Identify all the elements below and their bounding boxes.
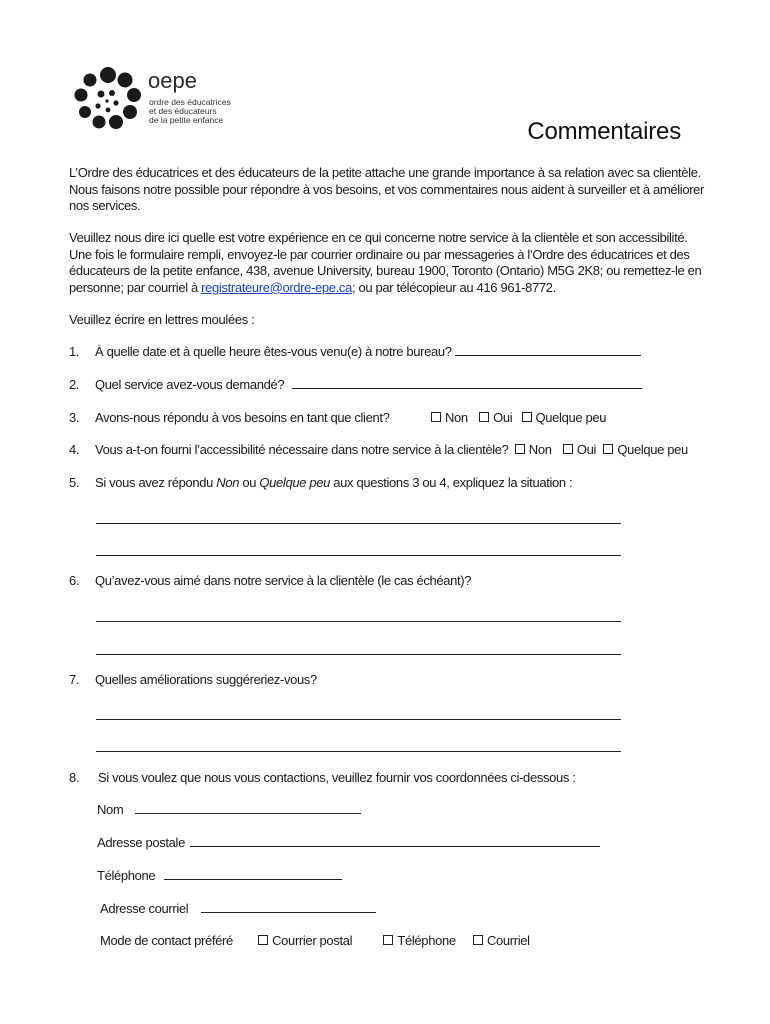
- q3-options: [431, 410, 606, 426]
- mode-postal-checkbox[interactable]: [258, 935, 268, 945]
- instructions-fax: ; ou par télécopieur au 416 961-8772.: [351, 279, 556, 295]
- q5-answer-line-1[interactable]: [96, 523, 621, 524]
- question-number: 1.: [69, 344, 80, 359]
- q7-answer-line-2[interactable]: [96, 751, 621, 752]
- mode-label: Téléphone: [397, 933, 456, 948]
- option-label: Oui: [493, 410, 513, 425]
- q3-non-checkbox[interactable]: [431, 412, 441, 422]
- q5-answer-line-2[interactable]: [96, 555, 621, 556]
- q3-quelque-peu-checkbox[interactable]: [522, 412, 532, 422]
- q5-text-mid: ou: [239, 475, 260, 490]
- contact-mode-label: Mode de contact préféré: [100, 933, 233, 948]
- question-label: Vous a-t-on fourni l’accessibilité nécessaire dans notre service à la clientèle?: [95, 442, 509, 457]
- option-label: Non: [528, 442, 552, 457]
- mode-phone-checkbox[interactable]: [383, 935, 393, 945]
- q6-answer-line-2[interactable]: [96, 654, 621, 655]
- question-number: 7.: [69, 672, 80, 687]
- mode-label: Courrier postal: [272, 933, 353, 948]
- option-label: Oui: [576, 442, 597, 457]
- service-field[interactable]: [292, 377, 642, 389]
- q3-oui-checkbox[interactable]: [479, 412, 489, 422]
- logo-wordmark: oepe: [148, 68, 197, 93]
- question-text: [95, 344, 641, 360]
- logo-line-2: et des éducateurs: [149, 106, 217, 116]
- email-link[interactable]: registrateure@ordre-epe.ca: [201, 279, 352, 295]
- page-title: Commentaires: [527, 118, 681, 145]
- contact-mode-row: [100, 933, 530, 949]
- q5-quelque-peu-emphasis: Quelque peu: [259, 475, 331, 490]
- question-number: 2.: [69, 377, 80, 392]
- q4-quelque-peu-checkbox[interactable]: [603, 444, 613, 454]
- mode-email-checkbox[interactable]: [473, 935, 483, 945]
- name-row: [97, 802, 361, 818]
- instructions-paragraph: [69, 230, 709, 296]
- name-label: Nom: [97, 802, 124, 817]
- question-text: [95, 442, 688, 458]
- question-text: Avons-nous répondu à vos besoins en tant que client?: [95, 410, 390, 425]
- q4-non-checkbox[interactable]: [515, 444, 525, 454]
- instructions-text: Veuillez nous dire ici quelle est votre expérience en ce qui concerne notre service à la clientèle et son accessibilité. Une fois le formulaire rempli, envoyez-le par courrier ordinaire ou par messageries à l’Ordre des éducatrices et des éducateurs de la petite enfance, 438, avenue University, bureau 1900, Toronto (Ontario) M5G 2K8; ou remettez-le en personne; par courriel à: [69, 230, 702, 295]
- q4-oui-checkbox[interactable]: [563, 444, 573, 454]
- question-text: [95, 377, 642, 393]
- q6-answer-line-1[interactable]: [96, 621, 621, 622]
- postal-address-label: Adresse postale: [97, 835, 185, 850]
- q5-text-post: aux questions 3 ou 4, expliquez la situation :: [330, 475, 573, 490]
- phone-label: Téléphone: [97, 868, 156, 883]
- question-number: 5.: [69, 475, 80, 490]
- dots-circle-logo-icon: [72, 66, 144, 130]
- email-label: Adresse courriel: [100, 901, 189, 916]
- postal-address-row: [97, 835, 600, 851]
- name-field[interactable]: [135, 802, 361, 814]
- question-number: 4.: [69, 442, 80, 457]
- option-label: Quelque peu: [617, 442, 688, 457]
- question-number: 3.: [69, 410, 80, 425]
- question-label: À quelle date et à quelle heure êtes-vous venu(e) à notre bureau?: [95, 344, 452, 359]
- print-note: Veuillez écrire en lettres moulées :: [69, 312, 255, 327]
- question-number: 8.: [69, 770, 80, 785]
- option-label: Quelque peu: [535, 410, 607, 425]
- logo-line-3: de la petite enfance: [149, 115, 224, 125]
- q5-non-emphasis: Non: [216, 475, 240, 490]
- phone-row: [97, 868, 342, 884]
- intro-paragraph: L’Ordre des éducatrices et des éducateurs de la petite attache une grande importance à sa relation avec sa clientèle. Nous faisons notre possible pour répondre à vos besoins, et vos commentaires nous aident à surveiller et à améliorer nos services.: [69, 165, 705, 214]
- question-text: Qu’avez-vous aimé dans notre service à la clientèle (le cas échéant)?: [95, 573, 472, 588]
- email-row: [100, 901, 376, 917]
- oepe-logo: [72, 66, 242, 132]
- question-text: Quelles améliorations suggéreriez-vous?: [95, 672, 317, 687]
- phone-field[interactable]: [164, 868, 342, 880]
- logo-line-1: ordre des éducatrices: [149, 97, 231, 107]
- question-text: Si vous voulez que nous vous contactions, veuillez fournir vos coordonnées ci-dessous :: [98, 770, 576, 785]
- question-label: Quel service avez-vous demandé?: [95, 377, 285, 392]
- date-time-field[interactable]: [455, 344, 641, 356]
- option-label: Non: [445, 410, 468, 425]
- question-text: [95, 475, 572, 491]
- question-number: 6.: [69, 573, 80, 588]
- postal-address-field[interactable]: [190, 835, 600, 847]
- q5-text-pre: Si vous avez répondu: [95, 475, 217, 490]
- email-field[interactable]: [201, 901, 376, 913]
- mode-label: Courriel: [486, 933, 530, 948]
- q7-answer-line-1[interactable]: [96, 719, 621, 720]
